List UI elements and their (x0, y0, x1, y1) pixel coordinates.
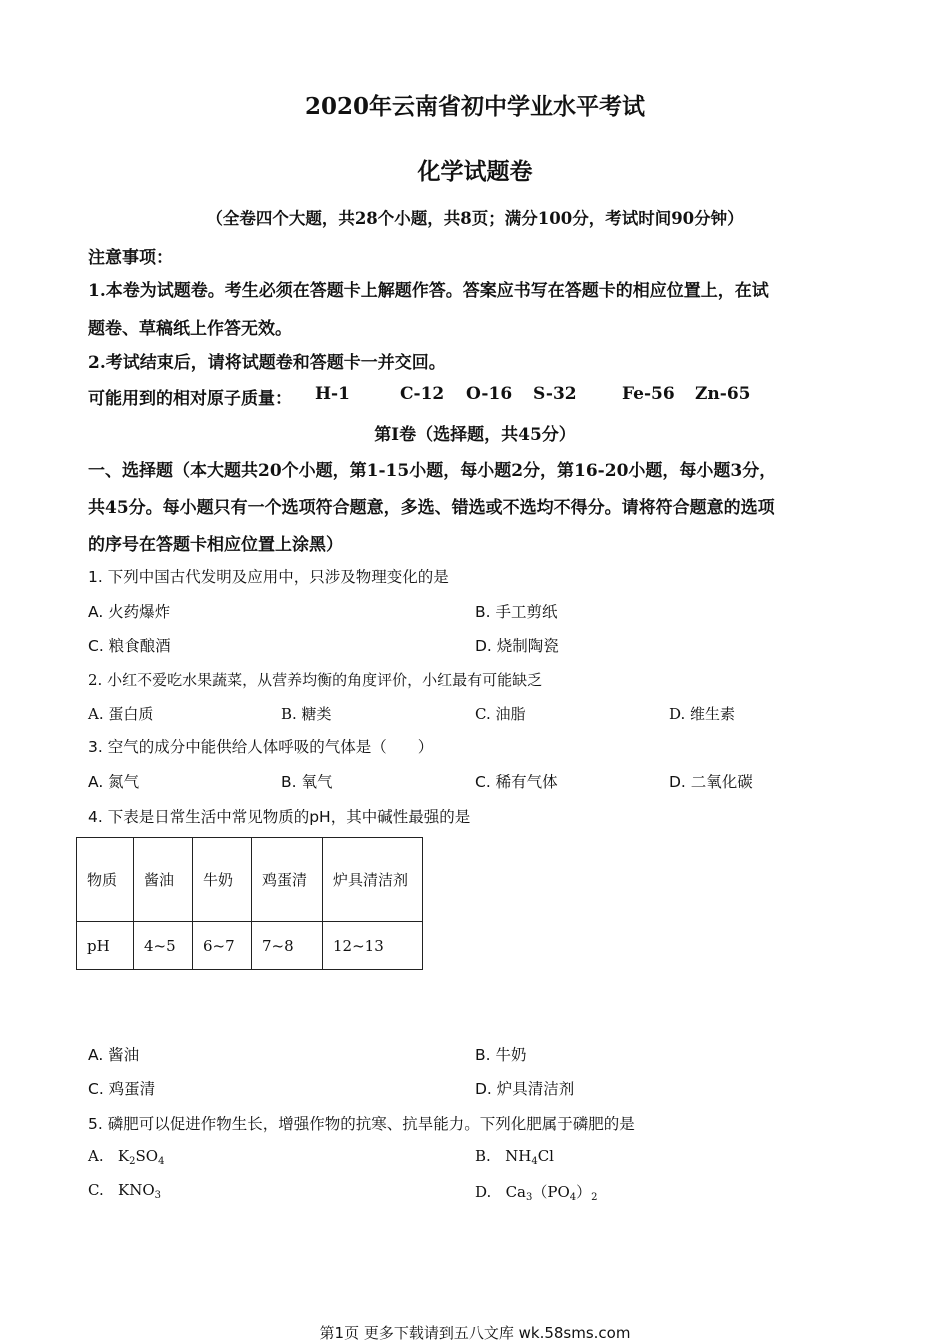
notice-heading: 注意事项： (88, 248, 173, 268)
question-1-option-c: C. 粮食酿酒 (88, 637, 171, 655)
exam-scope: （全卷四个大题，共28个小题，共8页；满分100分，考试时间90分钟） (206, 209, 744, 228)
question-1-stem: 1. 下列中国古代发明及应用中，只涉及物理变化的是 (88, 568, 449, 586)
ph-table-value: 6~7 (193, 922, 252, 970)
part-title: 第Ⅰ卷（选择题，共45分） (374, 425, 576, 445)
question-4-option-c: C. 鸡蛋清 (88, 1080, 156, 1098)
question-2-option-a: A. 蛋白质 (88, 705, 154, 723)
section-intro-line-3: 的序号在答题卡相应位置上涂黑） (88, 535, 343, 555)
question-4-option-d: D. 炉具清洁剂 (475, 1080, 575, 1098)
formula-ca3po42: $Ca_3(PO_4)_2$ (505, 1183, 598, 1203)
option-d-label: D. (475, 1183, 492, 1201)
exam-title: 2020年云南省初中学业水平考试 (304, 93, 645, 120)
ph-table-row-ph (77, 922, 423, 970)
question-5-option-c (88, 1181, 161, 1199)
option-b-label: B. (475, 1147, 491, 1165)
atomic-mass-o: O-16 (466, 384, 513, 404)
question-2-stem: 2. 小红不爱吃水果蔬菜，从营养均衡的角度评价，小红最有可能缺乏 (88, 671, 543, 689)
ph-table-value: 7~8 (252, 922, 323, 970)
question-5-option-b (475, 1147, 554, 1165)
question-5-stem: 5. 磷肥可以促进作物生长，增强作物的抗寒、抗旱能力。下列化肥属于磷肥的是 (88, 1115, 635, 1133)
notice-item-2: 2.考试结束后，请将试题卷和答题卡一并交回。 (88, 353, 446, 373)
ph-table-row-substance (77, 838, 423, 922)
atomic-mass-s: S-32 (533, 384, 577, 404)
question-1-option-d: D. 烧制陶瓷 (475, 637, 559, 655)
formula-k2so4: $K_2SO_4$ (117, 1147, 165, 1167)
question-3-option-a: A. 氮气 (88, 773, 140, 791)
question-5-option-d (475, 1181, 598, 1202)
atomic-mass-c: C-12 (400, 384, 445, 404)
formula-nh4cl: $NH_4Cl$ (505, 1147, 554, 1167)
question-3-stem: 3. 空气的成分中能供给人体呼吸的气体是（ ） (88, 738, 434, 756)
question-3-option-c: C. 稀有气体 (475, 773, 558, 791)
ph-table-value: 4~5 (134, 922, 193, 970)
atomic-mass-h: H-1 (315, 384, 350, 404)
formula-kno3: $KNO_3$ (118, 1181, 162, 1201)
option-c-label: C. (88, 1181, 104, 1199)
question-3-option-b: B. 氧气 (281, 773, 333, 791)
page-footer: 第1页 更多下载请到五八文库 wk.58sms.com (319, 1324, 631, 1342)
ph-table-value: 12~13 (323, 922, 423, 970)
atomic-mass-zn: Zn-65 (695, 384, 751, 404)
ph-table (76, 837, 423, 970)
ph-table-item: 炉具清洁剂 (323, 838, 423, 922)
notice-item-1-line-2: 题卷、草稿纸上作答无效。 (88, 319, 292, 339)
ph-table-header-ph: pH (77, 922, 134, 970)
question-1-option-a: A. 火药爆炸 (88, 603, 171, 621)
ph-table-item: 鸡蛋清 (252, 838, 323, 922)
section-intro-line-2: 共45分。每小题只有一个选项符合题意，多选、错选或不选均不得分。请将符合题意的选项 (88, 498, 775, 518)
question-2-option-c: C. 油脂 (475, 705, 526, 723)
question-4-option-a: A. 酱油 (88, 1046, 140, 1064)
question-3-option-d: D. 二氧化碳 (669, 773, 753, 791)
question-1-option-b: B. 手工剪纸 (475, 603, 558, 621)
option-a-label: A. (88, 1147, 104, 1165)
ph-table-header-substance: 物质 (77, 838, 134, 922)
question-2-option-d: D. 维生素 (669, 705, 736, 723)
question-4-stem: 4. 下表是日常生活中常见物质的pH，其中碱性最强的是 (88, 808, 471, 826)
question-4-option-b: B. 牛奶 (475, 1046, 527, 1064)
section-intro-line-1: 一、选择题（本大题共20个小题，第1-15小题，每小题2分，第16-20小题，每小题3分， (88, 461, 777, 481)
ph-table-item: 酱油 (134, 838, 193, 922)
exam-subtitle: 化学试题卷 (417, 158, 533, 185)
ph-table-item: 牛奶 (193, 838, 252, 922)
notice-item-1-line-1: 1.本卷为试题卷。考生必须在答题卡上解题作答。答案应书写在答题卡的相应位置上，在试 (88, 281, 769, 301)
question-2-option-b: B. 糖类 (281, 705, 332, 723)
question-5-option-a (88, 1147, 164, 1165)
atomic-mass-label: 可能用到的相对原子质量： (88, 389, 292, 409)
atomic-mass-fe: Fe-56 (622, 384, 675, 404)
